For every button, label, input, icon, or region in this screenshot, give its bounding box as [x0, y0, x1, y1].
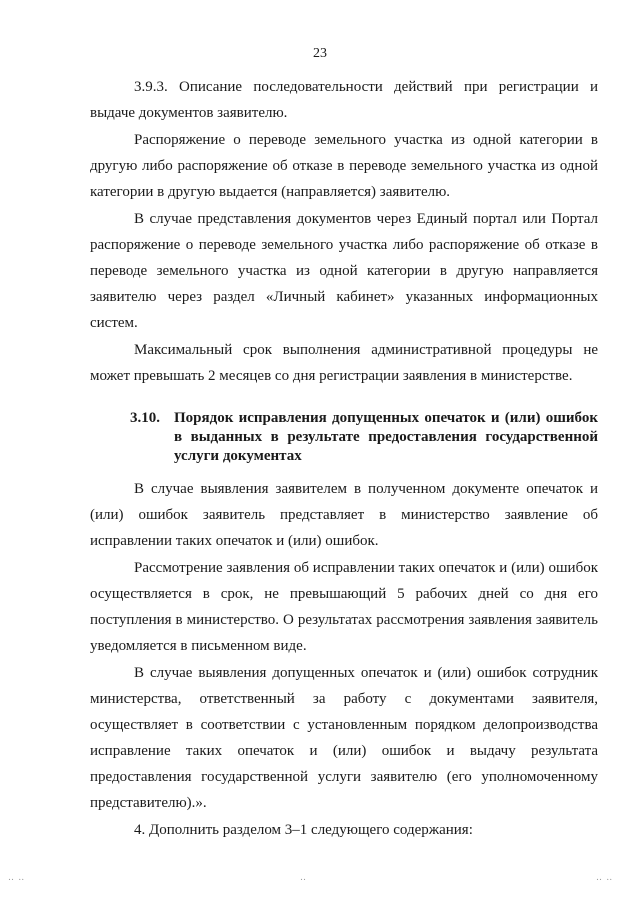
section-number: 3.10.	[130, 410, 160, 426]
scan-artifact-left: ‥ ‥	[8, 872, 26, 882]
section-title: Порядок исправления допущенных опечаток и (или) ошибок в выданных в результате предоставления государственной услуги документах	[174, 410, 598, 464]
paragraph-portal-delivery: В случае представления документов через Единый портал или Портал распоряжение о переводе земельного участка либо распоряжение об отказе в переводе земельного участка из одной категории в другую направляется заявителю через раздел «Личный кабинет» указанных информационных систем.	[90, 211, 598, 331]
scan-artifact-right: ‥ ‥	[596, 872, 614, 882]
paragraph-393: 3.9.3. Описание последовательности действий при регистрации и выдаче документов заявителю.	[90, 79, 598, 121]
paragraph-order-issue: Распоряжение о переводе земельного участка из одной категории в другую либо распоряжение об отказе в переводе земельного участка из одной категории в другую выдается (направляется) заявителю.	[90, 132, 598, 200]
section-heading-310	[90, 409, 598, 466]
document-body	[90, 74, 598, 843]
paragraph-error-detection: В случае выявления заявителем в полученном документе опечаток и (или) ошибок заявитель представляет в министерство заявление об исправлении таких опечаток и (или) ошибок.	[90, 481, 598, 549]
paragraph-correction: В случае выявления допущенных опечаток и (или) ошибок сотрудник министерства, ответственный за работу с документами заявителя, осуществляет в соответствии с установленным порядком делопроизводства исправление таких опечаток и (или) ошибок и выдачу результата предоставления государственной услуги заявителю (его уполномоченному представителю).».	[90, 665, 598, 811]
paragraph-max-term: Максимальный срок выполнения административной процедуры не может превышать 2 месяцев со дня регистрации заявления в министерстве.	[90, 342, 598, 384]
paragraph-review-term: Рассмотрение заявления об исправлении таких опечаток и (или) ошибок осуществляется в срок, не превышающий 5 рабочих дней со дня его поступления в министерство. О результатах рассмотрения заявления заявитель уведомляется в письменном виде.	[90, 560, 598, 654]
page-number: 23	[313, 46, 327, 61]
paragraph-section-3-1: 4. Дополнить разделом 3–1 следующего содержания:	[134, 822, 473, 838]
scan-artifact-center: ‥	[300, 872, 308, 882]
